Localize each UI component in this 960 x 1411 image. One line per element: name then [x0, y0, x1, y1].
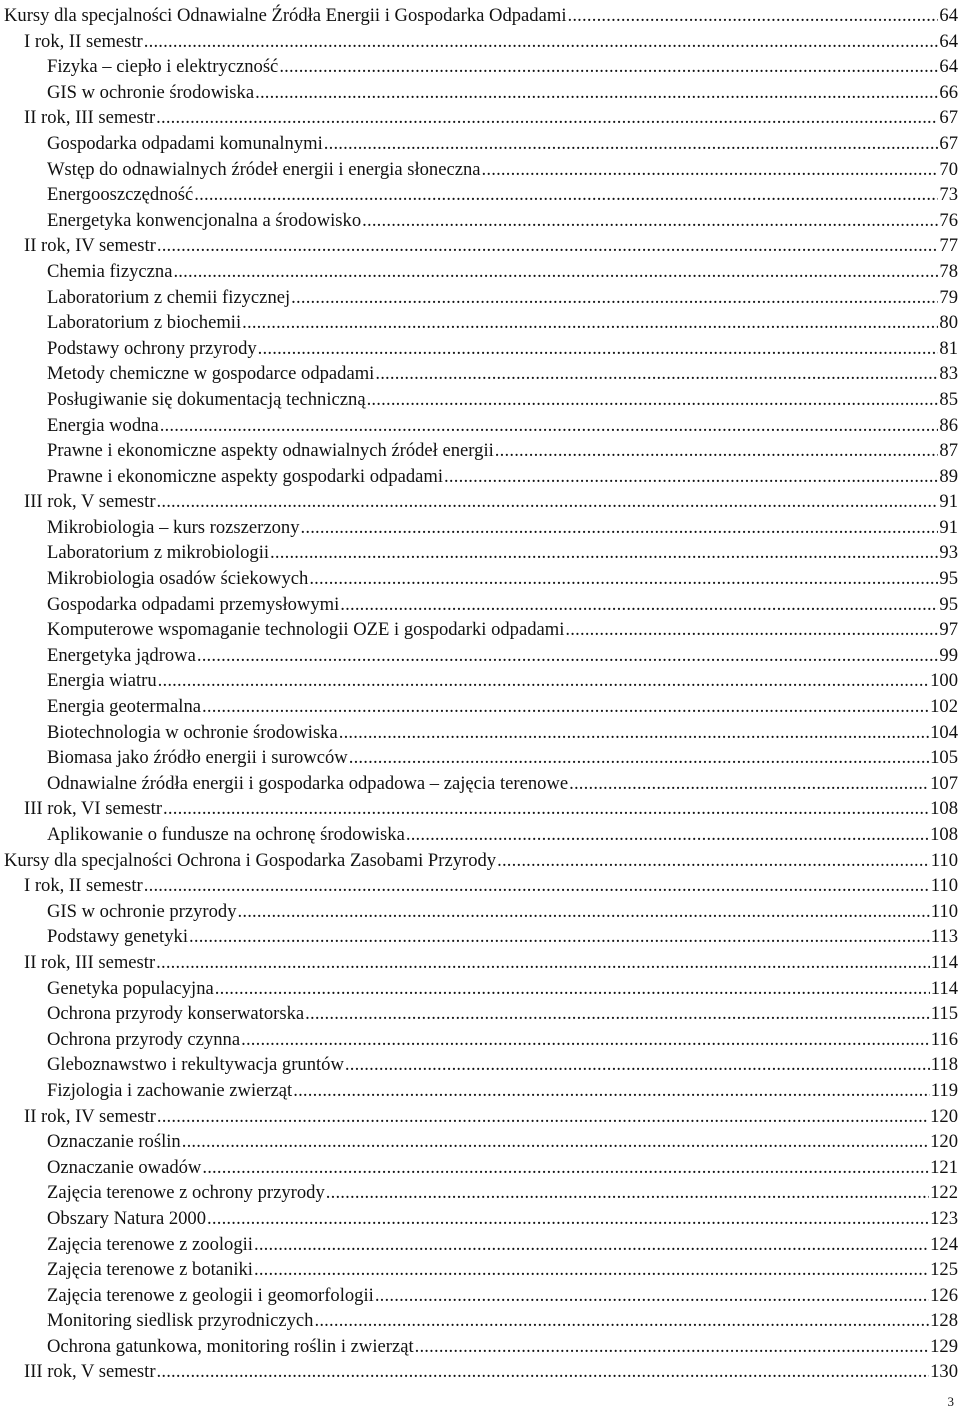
toc-entry-title: Biotechnologia w ochronie środowiska — [47, 721, 338, 743]
toc-entry[interactable] — [4, 259, 958, 285]
toc-dot-leader — [406, 822, 929, 848]
toc-entry-title: Energia geotermalna — [47, 696, 202, 718]
toc-entry[interactable] — [4, 157, 958, 183]
toc-entry-page: 118 — [930, 1054, 958, 1076]
toc-entry[interactable] — [4, 1257, 958, 1283]
toc-entry-page: 79 — [939, 286, 958, 308]
toc-entry-title: Laboratorium z chemii fizycznej — [47, 286, 291, 308]
toc-entry-title: I rok, II semestr — [24, 30, 143, 52]
toc-entry-page: 86 — [939, 414, 958, 436]
toc-entry[interactable] — [4, 1104, 958, 1130]
toc-dot-leader — [340, 592, 938, 618]
toc-entry-title: Energia wiatru — [47, 670, 157, 692]
toc-entry-title: III rok, VI semestr — [24, 798, 163, 820]
toc-entry[interactable] — [4, 1052, 958, 1078]
toc-entry-page: 67 — [939, 107, 958, 129]
toc-entry[interactable] — [4, 1180, 958, 1206]
toc-dot-leader — [293, 1078, 930, 1104]
toc-entry[interactable] — [4, 131, 958, 157]
toc-entry[interactable] — [4, 1155, 958, 1181]
toc-entry-page: 97 — [939, 619, 958, 641]
toc-entry[interactable] — [4, 771, 958, 797]
toc-entry[interactable] — [4, 899, 958, 925]
toc-entry-page: 116 — [930, 1028, 958, 1050]
toc-entry-title: Obszary Natura 2000 — [47, 1207, 207, 1229]
toc-dot-leader — [567, 3, 938, 29]
toc-dot-leader — [254, 1257, 929, 1283]
toc-entry-page: 93 — [939, 542, 958, 564]
toc-entry-title: Biomasa jako źródło energii i surowców — [47, 747, 348, 769]
toc-dot-leader — [497, 848, 930, 874]
toc-entry-page: 114 — [930, 977, 958, 999]
toc-entry[interactable] — [4, 387, 958, 413]
toc-entry-title: GIS w ochronie środowiska — [47, 81, 255, 103]
toc-entry-page: 66 — [939, 81, 958, 103]
toc-entry-page: 110 — [930, 849, 958, 871]
toc-entry[interactable] — [4, 592, 958, 618]
toc-dot-leader — [375, 1283, 929, 1309]
toc-entry-title: Energetyka konwencjonalna a środowisko — [47, 209, 362, 231]
toc-entry-title: Ochrona przyrody czynna — [47, 1028, 241, 1050]
toc-entry[interactable] — [4, 336, 958, 362]
toc-entry[interactable] — [4, 54, 958, 80]
toc-entry[interactable] — [4, 566, 958, 592]
toc-entry-title: Zajęcia terenowe z zoologii — [47, 1233, 253, 1255]
toc-entry-page: 114 — [930, 951, 958, 973]
toc-dot-leader — [173, 259, 938, 285]
toc-entry-title: Aplikowanie o fundusze na ochronę środowiska — [47, 824, 405, 845]
toc-dot-leader — [367, 387, 939, 413]
toc-entry-page: 81 — [939, 337, 958, 359]
toc-entry-title: II rok, III semestr — [24, 951, 156, 973]
toc-dot-leader — [156, 950, 930, 976]
toc-dot-leader — [326, 1180, 929, 1206]
toc-entry-title: Ochrona gatunkowa, monitoring roślin i zwierząt — [47, 1335, 414, 1357]
toc-dot-leader — [415, 1334, 930, 1360]
toc-entry[interactable] — [4, 745, 958, 771]
toc-entry[interactable] — [4, 105, 958, 131]
toc-entry-page: 105 — [930, 747, 958, 769]
toc-entry-page: 130 — [930, 1361, 958, 1383]
toc-entry[interactable] — [4, 182, 958, 208]
toc-dot-leader — [156, 105, 938, 131]
toc-entry-title: Zajęcia terenowe z ochrony przyrody — [47, 1182, 325, 1204]
toc-entry-title: Ochrona przyrody konserwatorska — [47, 1003, 305, 1025]
toc-entry-title: Chemia fizyczna — [47, 260, 173, 282]
toc-entry-title: Komputerowe wspomaganie technologii OZE i gospodarki odpadami — [47, 619, 565, 641]
toc-entry-page: 95 — [939, 568, 958, 590]
toc-dot-leader — [215, 976, 930, 1002]
toc-entry-title: Gleboznawstwo i rekultywacja gruntów — [47, 1054, 344, 1076]
toc-entry[interactable] — [4, 720, 958, 746]
toc-dot-leader — [158, 668, 929, 694]
toc-entry-title: Metody chemiczne w gospodarce odpadami — [47, 363, 375, 385]
toc-dot-leader — [241, 1027, 930, 1053]
toc-entry-title: III rok, V semestr — [24, 491, 156, 513]
toc-entry-title: Prawne i ekonomiczne aspekty odnawialnych źródeł energii — [47, 440, 494, 462]
toc-entry[interactable] — [4, 1283, 958, 1309]
toc-entry-page: 129 — [930, 1335, 958, 1357]
toc-entry-page: 83 — [939, 363, 958, 385]
toc-entry-page: 87 — [939, 440, 958, 462]
toc-entry-page: 113 — [930, 926, 958, 948]
toc-entry-title: Oznaczanie roślin — [47, 1131, 181, 1153]
toc-entry-page: 108 — [930, 824, 958, 845]
toc-dot-leader — [157, 1359, 930, 1385]
toc-entry[interactable] — [4, 848, 958, 874]
toc-entry-page: 110 — [930, 875, 958, 897]
toc-entry-page: 120 — [930, 1105, 958, 1127]
toc-entry-page: 123 — [930, 1207, 958, 1229]
toc-entry-page: 124 — [930, 1233, 958, 1255]
toc-entry[interactable] — [4, 1129, 958, 1155]
toc-entry-title: Laboratorium z mikrobiologii — [47, 542, 270, 564]
toc-entry[interactable] — [4, 950, 958, 976]
toc-dot-leader — [207, 1206, 929, 1232]
toc-entry-page: 64 — [939, 30, 958, 52]
toc-dot-leader — [157, 233, 939, 259]
toc-dot-leader — [258, 336, 939, 362]
toc-entry-page: 89 — [939, 465, 958, 487]
toc-dot-leader — [194, 182, 938, 208]
toc-dot-leader — [254, 1232, 929, 1258]
table-of-contents — [4, 3, 958, 1385]
toc-entry[interactable] — [4, 285, 958, 311]
toc-entry[interactable] — [4, 976, 958, 1002]
toc-dot-leader — [301, 515, 939, 541]
toc-entry-page: 107 — [930, 772, 958, 794]
toc-entry-title: Oznaczanie owadów — [47, 1156, 202, 1178]
toc-dot-leader — [339, 720, 929, 746]
toc-entry[interactable] — [4, 924, 958, 950]
toc-entry-page: 85 — [939, 388, 958, 410]
toc-entry-title: Energia wodna — [47, 414, 159, 436]
toc-entry-page: 80 — [939, 312, 958, 334]
toc-entry-title: II rok, IV semestr — [24, 1105, 156, 1127]
toc-dot-leader — [324, 131, 939, 157]
toc-entry[interactable] — [4, 438, 958, 464]
toc-entry[interactable] — [4, 1206, 958, 1232]
toc-dot-leader — [345, 1052, 930, 1078]
toc-entry-title: GIS w ochronie przyrody — [47, 900, 237, 922]
toc-entry-title: Prawne i ekonomiczne aspekty gospodarki odpadami — [47, 465, 444, 487]
toc-entry[interactable] — [4, 643, 958, 669]
toc-dot-leader — [349, 745, 929, 771]
toc-dot-leader — [163, 796, 929, 822]
toc-entry-title: Kursy dla specjalności Odnawialne Źródła Energii i Gospodarka Odpadami — [4, 5, 567, 26]
toc-entry[interactable] — [4, 3, 958, 29]
toc-dot-leader — [202, 1155, 929, 1181]
toc-entry-title: Gospodarka odpadami przemysłowymi — [47, 593, 340, 615]
toc-dot-leader — [270, 540, 938, 566]
toc-entry-page: 110 — [930, 900, 958, 922]
toc-entry-title: Mikrobiologia – kurs rozszerzony — [47, 516, 300, 538]
toc-dot-leader — [565, 617, 938, 643]
toc-entry-title: I rok, II semestr — [24, 875, 143, 897]
toc-entry-page: 122 — [930, 1182, 958, 1204]
toc-entry[interactable] — [4, 1027, 958, 1053]
toc-dot-leader — [157, 1104, 929, 1130]
toc-entry[interactable] — [4, 464, 958, 490]
toc-entry-page: 100 — [930, 670, 958, 692]
toc-entry-page: 104 — [930, 721, 958, 743]
toc-entry-page: 78 — [939, 260, 958, 282]
toc-entry[interactable] — [4, 310, 958, 336]
toc-entry-title: Zajęcia terenowe z geologii i geomorfologii — [47, 1284, 374, 1306]
toc-dot-leader — [314, 1308, 929, 1334]
toc-entry-page: 77 — [939, 235, 958, 257]
toc-dot-leader — [238, 899, 930, 925]
toc-entry-title: Fizyka – ciepło i elektryczność — [47, 56, 279, 78]
toc-entry[interactable] — [4, 80, 958, 106]
toc-entry-title: Posługiwanie się dokumentacją techniczną — [47, 388, 366, 410]
toc-dot-leader — [305, 1001, 930, 1027]
toc-entry[interactable] — [4, 208, 958, 234]
toc-entry-page: 108 — [930, 798, 958, 820]
toc-entry-page: 91 — [939, 516, 958, 538]
toc-entry[interactable] — [4, 1359, 958, 1385]
toc-entry[interactable] — [4, 413, 958, 439]
toc-entry[interactable] — [4, 361, 958, 387]
toc-entry[interactable] — [4, 1232, 958, 1258]
toc-dot-leader — [569, 771, 929, 797]
toc-entry[interactable] — [4, 873, 958, 899]
toc-dot-leader — [362, 208, 938, 234]
toc-entry[interactable] — [4, 540, 958, 566]
toc-dot-leader — [444, 464, 938, 490]
toc-entry[interactable] — [4, 1001, 958, 1027]
toc-entry-page: 115 — [930, 1003, 958, 1025]
toc-entry-title: Laboratorium z biochemii — [47, 312, 242, 334]
toc-dot-leader — [291, 285, 938, 311]
toc-entry-title: Wstęp do odnawialnych źródeł energii i energia słoneczna — [47, 158, 481, 180]
toc-entry-title: Podstawy genetyki — [47, 926, 188, 948]
toc-entry-title: Monitoring siedlisk przyrodniczych — [47, 1310, 314, 1332]
toc-dot-leader — [157, 489, 939, 515]
toc-entry-page: 91 — [939, 491, 958, 513]
toc-entry[interactable] — [4, 1334, 958, 1360]
toc-entry-page: 67 — [939, 132, 958, 154]
toc-entry-page: 121 — [930, 1156, 958, 1178]
toc-entry[interactable] — [4, 1078, 958, 1104]
toc-entry[interactable] — [4, 29, 958, 55]
toc-dot-leader — [375, 361, 938, 387]
toc-entry-title: III rok, V semestr — [24, 1361, 156, 1383]
toc-dot-leader — [160, 413, 939, 439]
toc-entry-page: 120 — [930, 1131, 958, 1153]
toc-entry[interactable] — [4, 233, 958, 259]
toc-dot-leader — [309, 566, 938, 592]
toc-entry[interactable] — [4, 1308, 958, 1334]
toc-entry-title: Mikrobiologia osadów ściekowych — [47, 568, 309, 590]
toc-entry-page: 128 — [930, 1310, 958, 1332]
toc-entry-page: 64 — [939, 56, 958, 78]
toc-dot-leader — [495, 438, 939, 464]
toc-entry-title: Kursy dla specjalności Ochrona i Gospodarka Zasobami Przyrody — [4, 849, 497, 871]
toc-entry-page: 99 — [939, 644, 958, 666]
toc-entry-page: 70 — [939, 158, 958, 180]
toc-entry-title: Energetyka jądrowa — [47, 644, 196, 666]
toc-dot-leader — [242, 310, 938, 336]
toc-entry-title: II rok, IV semestr — [24, 235, 156, 257]
toc-dot-leader — [482, 157, 939, 183]
toc-dot-leader — [202, 694, 929, 720]
page-number: 3 — [947, 1394, 954, 1409]
toc-entry[interactable] — [4, 822, 958, 848]
toc-dot-leader — [144, 873, 930, 899]
toc-entry-title: Genetyka populacyjna — [47, 977, 214, 999]
toc-dot-leader — [197, 643, 939, 669]
toc-dot-leader — [279, 54, 938, 80]
toc-entry-page: 64 — [939, 5, 958, 26]
toc-entry-page: 102 — [930, 696, 958, 718]
toc-entry[interactable] — [4, 694, 958, 720]
toc-entry-page: 125 — [930, 1259, 958, 1281]
toc-entry[interactable] — [4, 617, 958, 643]
toc-entry-title: Odnawialne źródła energii i gospodarka odpadowa – zajęcia terenowe — [47, 772, 569, 794]
toc-entry-page: 95 — [939, 593, 958, 615]
toc-entry-page: 126 — [930, 1284, 958, 1306]
toc-entry-title: Gospodarka odpadami komunalnymi — [47, 132, 323, 154]
toc-dot-leader — [189, 924, 930, 950]
toc-entry-title: II rok, III semestr — [24, 107, 156, 129]
toc-entry[interactable] — [4, 796, 958, 822]
toc-entry[interactable] — [4, 489, 958, 515]
toc-entry-title: Podstawy ochrony przyrody — [47, 337, 257, 359]
toc-entry-page: 73 — [939, 184, 958, 206]
toc-dot-leader — [182, 1129, 929, 1155]
toc-entry-title: Zajęcia terenowe z botaniki — [47, 1259, 253, 1281]
toc-entry-title: Energooszczędność — [47, 184, 194, 206]
toc-entry-title: Fizjologia i zachowanie zwierząt — [47, 1079, 293, 1101]
toc-entry[interactable] — [4, 515, 958, 541]
toc-entry-page: 119 — [930, 1079, 958, 1101]
toc-entry-page: 76 — [939, 209, 958, 231]
toc-entry[interactable] — [4, 668, 958, 694]
toc-dot-leader — [144, 29, 939, 55]
toc-dot-leader — [255, 80, 938, 106]
